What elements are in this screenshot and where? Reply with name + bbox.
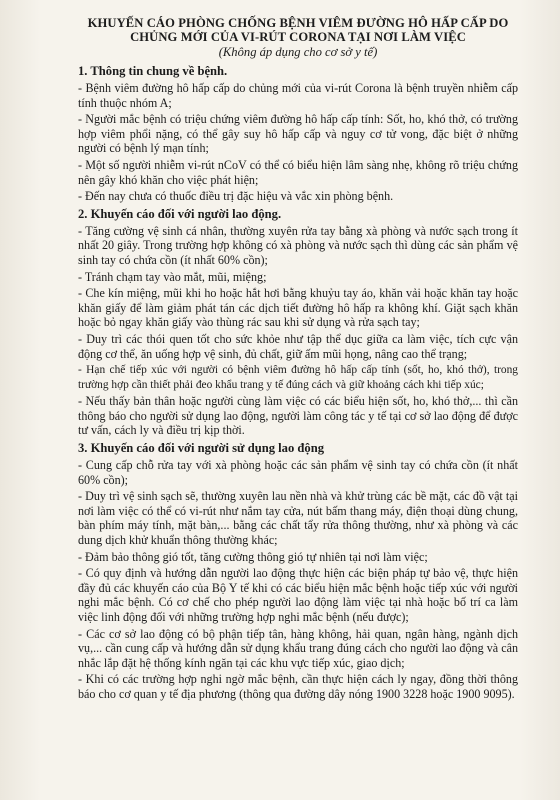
title-line-2: CHỦNG MỚI CỦA VI-RÚT CORONA TẠI NƠI LÀM VIỆC <box>130 30 466 44</box>
section2-paragraph: - Nếu thấy bản thân hoặc người cùng làm việc có các biểu hiện sốt, ho, khó thở,... thì cần thông báo cho người sử dụng lao động, người làm công tác y tế tại cơ sở lao động để được tư vấn, cách ly và điều trị kịp thời. <box>78 394 518 438</box>
section-heading-workers: 2. Khuyến cáo đối với người lao động. <box>78 206 282 221</box>
section-heading-general-info: 1. Thông tin chung về bệnh. <box>78 64 228 78</box>
section3-paragraph: - Có quy định và hướng dẫn người lao động thực hiện các biện pháp tự bảo vệ, thực hiện đầy đủ các khuyến cáo của Bộ Y tế khi có các biểu hiện mắc bệnh hoặc tiếp xúc với người nghi mắc bệnh. Có cơ chế cho phép người lao động làm việc tại nhà hoặc bố trí ca làm việc linh động đối với những trường hợp nghi mắc bệnh (nếu được); <box>78 566 518 624</box>
section3-paragraph: - Duy trì vệ sinh sạch sẽ, thường xuyên lau nền nhà và khử trùng các bề mặt, các đồ vật tại nơi làm việc có thể có vi-rút như nắm tay cửa, nút bấm thang máy, điện thoại dùng chung, bàn phím máy tính, mặt bàn,... bằng các chất tẩy rửa thông thường, như xà phòng và các dung dịch khử khuẩn thông thường khác; <box>78 489 518 548</box>
section3-paragraph: - Đảm bảo thông gió tốt, tăng cường thông gió tự nhiên tại nơi làm việc; <box>78 549 428 564</box>
section1-paragraph: - Một số người nhiễm vi-rút nCoV có thể có biểu hiện lâm sàng nhẹ, không rõ triệu chứng nên gây khó khăn cho việc phát hiện; <box>78 157 518 187</box>
section1-paragraph: - Đến nay chưa có thuốc điều trị đặc hiệu và vắc xin phòng bệnh. <box>78 189 394 204</box>
document-subtitle: (Không áp dụng cho cơ sở y tế) <box>218 45 378 59</box>
section1-paragraph: - Bệnh viêm đường hô hấp cấp do chủng mới của vi-rút Corona là bệnh truyền nhiễm cấp tính thuộc nhóm A; <box>78 81 518 110</box>
title-line-1: KHUYẾN CÁO PHÒNG CHỐNG BỆNH VIÊM ĐƯỜNG HÔ HẤP CẤP DO <box>87 16 509 30</box>
section2-paragraph: - Tăng cường vệ sinh cá nhân, thường xuyên rửa tay bằng xà phòng và nước sạch trong ít nhất 20 giây. Trong trường hợp không có xà phòng và nước sạch thì dùng các sản phẩm vệ sinh tay có chứa cồn (ít nhất 60% cồn); <box>78 223 518 267</box>
section2-paragraph: - Duy trì các thói quen tốt cho sức khỏe như tập thể dục giữa ca làm việc, tích cực vận động cơ thể, ăn uống hợp vệ sinh, đủ chất, giữ ấm mũi họng, nâng cao thể trạng; <box>78 331 518 361</box>
section3-paragraph: - Các cơ sở lao động có bộ phận tiếp tân, hàng không, hải quan, ngân hàng, ngành dịch vụ,... cần cung cấp và hướng dẫn sử dụng khẩu trang đúng cách cho người lao động và cân nhắc lắp đặt hệ thống kính ngăn tại các khu vực tiếp xúc, giao dịch; <box>78 626 518 670</box>
section2-paragraph: - Tránh chạm tay vào mắt, mũi, miệng; <box>78 269 267 284</box>
section3-paragraph: - Cung cấp chỗ rửa tay với xà phòng hoặc các sản phẩm vệ sinh tay có chứa cồn (ít nhất 60% cồn); <box>78 458 518 487</box>
section3-paragraph: - Khi có các trường hợp nghi ngờ mắc bệnh, cần thực hiện cách ly ngay, đồng thời thông báo cho cơ quan y tế địa phương (thông qua đường dây nóng 1900 3228 hoặc 1900 9095). <box>78 672 518 701</box>
section2-paragraph: - Che kín miệng, mũi khi ho hoặc hắt hơi bằng khuỷu tay áo, khăn vải hoặc khăn tay hoặc khăn giấy để làm giảm phát tán các dịch tiết đường hô hấp ra không khí. Giặt sạch khăn hoặc bỏ ngay khăn giấy vào thùng rác sau khi sử dụng và rửa sạch tay; <box>78 286 518 330</box>
section-heading-employers: 3. Khuyến cáo đối với người sử dụng lao động <box>78 441 325 456</box>
document-title <box>78 16 518 44</box>
section2-paragraph: - Hạn chế tiếp xúc với người có bệnh viêm đường hô hấp cấp tính (sốt, ho, khó thở), trong trường hợp cần thiết phải đeo khẩu trang y tế đúng cách và giữ khoảng cách khi tiếp xúc; <box>78 364 518 391</box>
section1-paragraph: - Người mắc bệnh có triệu chứng viêm đường hô hấp cấp tính: Sốt, ho, khó thở, có trường hợp viêm phổi nặng, có thể gây suy hô hấp cấp và nguy cơ tử vong, đặc biệt ở những người có bệnh lý mạn tính; <box>78 112 518 156</box>
